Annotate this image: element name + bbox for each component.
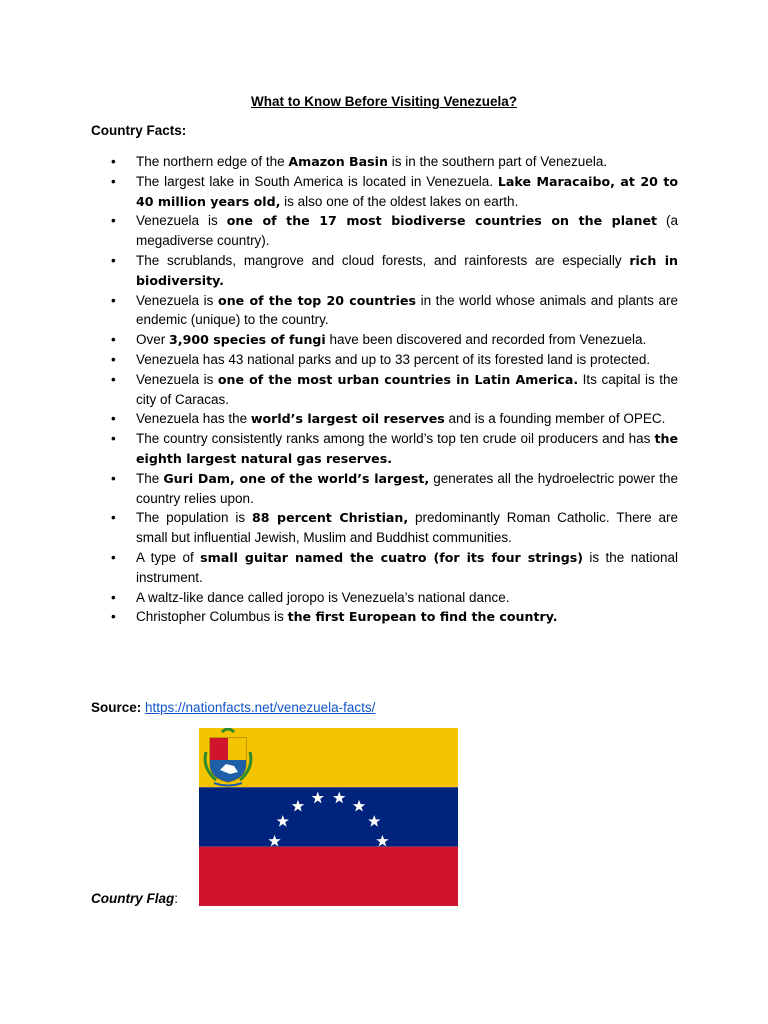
fact-item — [91, 172, 678, 212]
fact-emphasis: Lake Maracaibo, at 20 to 40 million years old, — [136, 173, 678, 209]
fact-item — [91, 469, 678, 509]
bullet-icon: • — [111, 292, 116, 308]
fact-emphasis: 3,900 species of fungi — [169, 332, 326, 348]
bullet-icon: • — [111, 431, 116, 447]
fact-item — [91, 152, 678, 172]
fact-text: in the world whose animals and plants are endemic (unique) to the country. — [136, 292, 678, 328]
page-title: What to Know Before Visiting Venezuela? — [250, 94, 518, 109]
bullet-icon: • — [111, 470, 116, 486]
venezuela-flag — [199, 728, 458, 906]
fact-item — [91, 508, 678, 548]
fact-emphasis: one of the most urban countries in Latin America. — [217, 371, 579, 387]
fact-text: Christopher Columbus is — [136, 609, 288, 625]
facts-list — [91, 152, 678, 627]
fact-item — [91, 607, 678, 627]
fact-text: generates all the hydroelectric power the country relies upon. — [136, 470, 678, 506]
source-link[interactable]: https://nationfacts.net/venezuela-facts/ — [145, 700, 376, 715]
fact-text: Venezuela is — [136, 292, 219, 308]
bullet-icon: • — [111, 549, 116, 565]
source-label: Source: — [91, 700, 142, 715]
fact-text: have been discovered and recorded from Venezuela. — [325, 332, 647, 348]
fact-text: and is a founding member of OPEC. — [444, 411, 666, 427]
fact-text: is also one of the oldest lakes on earth. — [280, 193, 519, 209]
fact-item — [91, 211, 678, 251]
country-flag-label: Country Flag: — [91, 891, 179, 906]
fact-emphasis: small guitar named the cuatro (for its four strings) — [200, 549, 584, 565]
fact-item — [91, 350, 678, 370]
fact-emphasis: world’s largest oil reserves — [250, 411, 445, 427]
bullet-icon: • — [111, 411, 116, 427]
fact-text: is the national instrument. — [136, 549, 678, 585]
fact-text: Venezuela is — [136, 213, 227, 229]
fact-text: A type of — [136, 549, 201, 565]
fact-emphasis: 88 percent Christian, — [252, 510, 409, 526]
fact-text: The scrublands, mangrove and cloud forests, and rainforests are especially — [136, 252, 630, 268]
fact-text: A waltz-like dance called joropo is Venezuela’s national dance. — [136, 589, 510, 605]
bullet-icon: • — [111, 154, 116, 169]
bullet-icon: • — [111, 173, 116, 189]
fact-text: (a megadiverse country). — [136, 213, 678, 249]
fact-text: Its capital is the city of Caracas. — [136, 371, 678, 407]
fact-emphasis: one of the 17 most biodiverse countries on the planet — [226, 213, 658, 229]
bullet-icon: • — [111, 371, 116, 387]
fact-text: Venezuela has the — [136, 411, 251, 427]
fact-text: is in the southern part of Venezuela. — [387, 154, 608, 169]
fact-text: Over — [136, 332, 170, 348]
fact-text: The country consistently ranks among the world’s top ten crude oil producers and has — [136, 431, 655, 447]
source-line — [91, 700, 375, 715]
flag-blue-stripe — [199, 787, 458, 846]
fact-text: The largest lake in South America is located in Venezuela. — [136, 173, 498, 189]
bullet-icon: • — [111, 589, 116, 605]
fact-text: Venezuela has 43 national parks and up to 33 percent of its forested land is protected. — [136, 351, 651, 367]
fact-item — [91, 409, 678, 429]
fact-emphasis: the first European to find the country. — [287, 609, 558, 625]
country-facts-heading: Country Facts: — [91, 123, 187, 138]
bullet-icon: • — [111, 351, 116, 367]
fact-emphasis: Amazon Basin — [288, 154, 388, 169]
fact-emphasis: rich in biodiversity. — [136, 252, 678, 288]
fact-text: The — [136, 470, 164, 486]
fact-item — [91, 251, 678, 291]
fact-item — [91, 370, 678, 410]
fact-item — [91, 548, 678, 588]
fact-emphasis: Guri Dam, one of the world’s largest, — [163, 470, 430, 486]
fact-text: The population is — [136, 510, 252, 526]
bullet-icon: • — [111, 213, 116, 229]
fact-emphasis: the eighth largest natural gas reserves. — [136, 431, 678, 466]
flag-red-stripe — [199, 847, 458, 906]
fact-item — [91, 588, 678, 608]
bullet-icon: • — [111, 510, 116, 526]
fact-item — [91, 330, 678, 350]
fact-emphasis: one of the top 20 countries — [218, 292, 416, 308]
fact-item — [91, 429, 678, 469]
fact-text: The northern edge of the — [136, 154, 289, 169]
bullet-icon: • — [111, 609, 116, 625]
bullet-icon: • — [111, 332, 116, 348]
fact-text: predominantly Roman Catholic. There are small but influential Jewish, Muslim and Buddhist communities. — [136, 510, 678, 546]
bullet-icon: • — [111, 252, 116, 268]
fact-text: Venezuela is — [136, 371, 218, 387]
fact-item — [91, 291, 678, 331]
